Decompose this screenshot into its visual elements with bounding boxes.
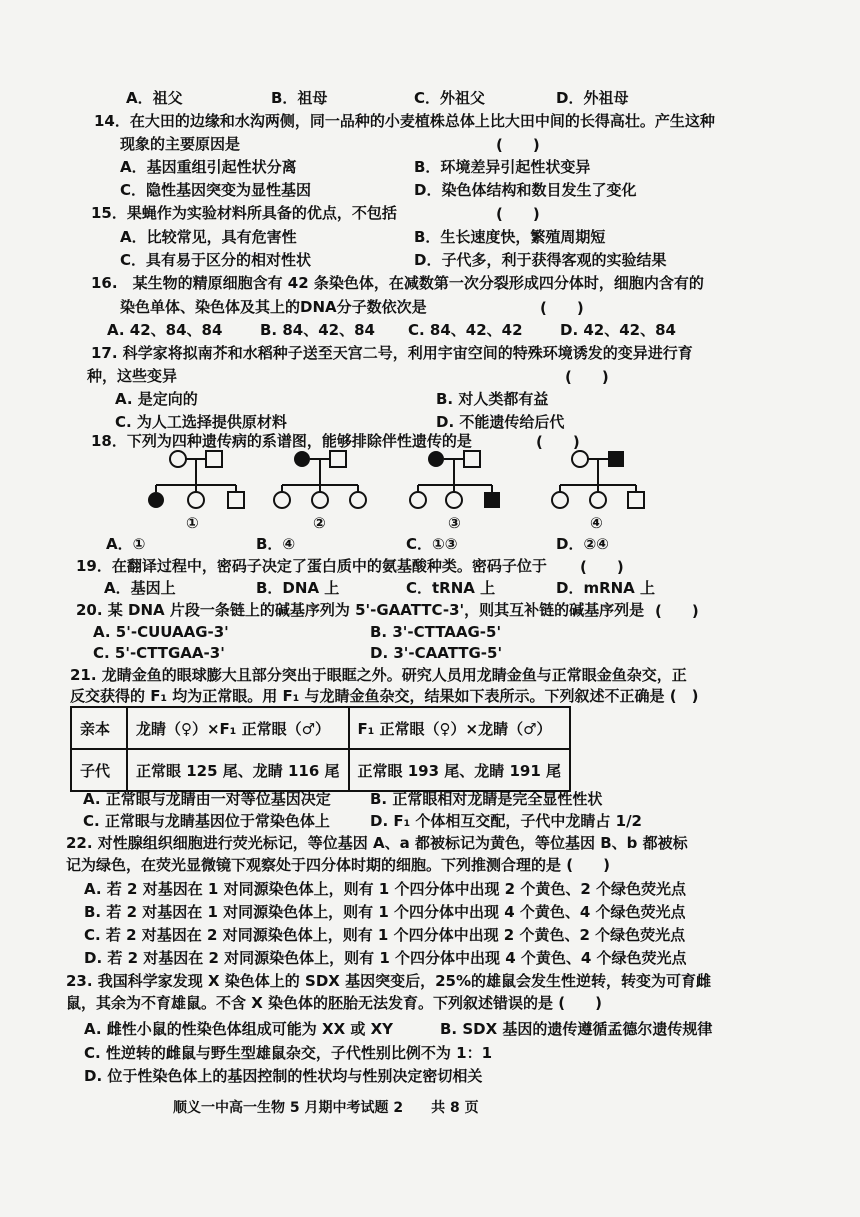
q18-answer-paren: ( ) <box>536 433 580 451</box>
table-cell: F₁ 正常眼（♀）×龙睛（♂） <box>349 707 571 749</box>
q15-answer-paren: ( ) <box>496 205 540 223</box>
q20-option-b: B. 3'-CTTAAG-5' <box>370 623 502 641</box>
q20-option-a: A. 5'-CUUAAG-3' <box>93 623 229 641</box>
q23-option-a: A. 雌性小鼠的性染色体组成可能为 XX 或 XY <box>84 1020 394 1038</box>
q15-stem: 15．果蝇作为实验材料所具备的优点，不包括 <box>91 204 397 222</box>
table-row <box>71 707 570 749</box>
q15-option-d: D．子代多，利于获得客观的实验结果 <box>414 251 667 269</box>
table-cell: 龙睛（♀）×F₁ 正常眼（♂） <box>127 707 349 749</box>
q22-option-a: A. 若 2 对基因在 1 对同源染色体上，则有 1 个四分体中出现 2 个黄色、2 个绿色荧光点 <box>84 880 686 898</box>
pedigree-label-4: ④ <box>590 514 603 532</box>
q19-option-b: B．DNA 上 <box>256 579 340 597</box>
table-cell: 子代 <box>71 749 127 791</box>
q16-option-d: D. 42、42、84 <box>560 321 676 339</box>
q13-option-c: C．外祖父 <box>414 89 486 107</box>
q23-stem-line1: 23. 我国科学家发现 X 染色体上的 SDX 基因突变后，25%的雄鼠会发生性逆转，转变为可育雌 <box>66 972 711 990</box>
q18-option-d: D．②④ <box>556 535 609 553</box>
pedigree-label-1: ① <box>186 514 199 532</box>
q22-stem-line1: 22. 对性腺组织细胞进行荧光标记，等位基因 A、a 都被标记为黄色，等位基因 B、b 都被标 <box>66 834 688 852</box>
q22-option-b: B. 若 2 对基因在 1 对同源染色体上，则有 1 个四分体中出现 4 个黄色、4 个绿色荧光点 <box>84 903 686 921</box>
q19-option-c: C．tRNA 上 <box>406 579 496 597</box>
pedigree-2 <box>272 447 382 511</box>
q18-option-b: B．④ <box>256 535 296 553</box>
pedigree-4 <box>548 447 658 511</box>
q16-option-a: A. 42、84、84 <box>107 321 223 339</box>
pedigree-label-3: ③ <box>448 514 461 532</box>
table-cell: 正常眼 193 尾、龙睛 191 尾 <box>349 749 571 791</box>
q23-option-b: B. SDX 基因的遗传遵循孟德尔遗传规律 <box>440 1020 713 1038</box>
q14-option-d: D．染色体结构和数目发生了变化 <box>414 181 637 199</box>
q18-option-c: C．①③ <box>406 535 458 553</box>
q21-option-c: C. 正常眼与龙睛基因位于常染色体上 <box>83 812 330 830</box>
q16-option-b: B. 84、42、84 <box>260 321 375 339</box>
q18-option-a: A．① <box>106 535 146 553</box>
pedigree-label-2: ② <box>313 514 326 532</box>
q16-answer-paren: ( ) <box>540 299 584 317</box>
q22-option-c: C. 若 2 对基因在 2 对同源染色体上，则有 1 个四分体中出现 2 个黄色、2 个绿色荧光点 <box>84 926 686 944</box>
pedigree-3 <box>404 447 514 511</box>
q17-option-b: B. 对人类都有益 <box>436 390 549 408</box>
q16-option-c: C. 84、42、42 <box>408 321 523 339</box>
q17-stem-line2: 种，这些变异 <box>87 367 178 385</box>
q19-option-a: A．基因上 <box>104 579 176 597</box>
q23-stem-line2: 鼠，其余为不育雄鼠。不含 X 染色体的胚胎无法发育。下列叙述错误的是 ( ) <box>66 994 602 1012</box>
q14-option-a: A．基因重组引起性状分离 <box>120 158 297 176</box>
q21-option-b: B. 正常眼相对龙睛是完全显性性状 <box>370 790 603 808</box>
q19-stem: 19．在翻译过程中，密码子决定了蛋白质中的氨基酸种类。密码子位于 <box>76 557 547 575</box>
q14-answer-paren: ( ) <box>496 136 540 154</box>
q16-stem-line2: 染色单体、染色体及其上的DNA分子数依次是 <box>120 298 427 316</box>
q21-option-d: D. F₁ 个体相互交配，子代中龙睛占 1/2 <box>370 812 642 830</box>
q20-answer-paren: ( ) <box>655 602 699 620</box>
q15-option-c: C．具有易于区分的相对性状 <box>120 251 312 269</box>
page-footer: 顺义一中高一生物 5 月期中考试题 2 共 8 页 <box>173 1100 479 1116</box>
q17-stem-line1: 17. 科学家将拟南芥和水稻种子送至天宫二号，利用宇宙空间的特殊环境诱发的变异进行育 <box>91 344 693 362</box>
q23-option-d: D. 位于性染色体上的基因控制的性状均与性别决定密切相关 <box>84 1067 483 1085</box>
cross-results-table <box>70 706 571 792</box>
table-cell: 亲本 <box>71 707 127 749</box>
pedigree-1 <box>140 447 250 511</box>
q13-option-a: A．祖父 <box>126 89 183 107</box>
q20-option-d: D. 3'-CAATTG-5' <box>370 644 503 662</box>
q17-option-c: C. 为人工选择提供原材料 <box>115 413 287 431</box>
q19-answer-paren: ( ) <box>580 558 624 576</box>
q21-option-a: A. 正常眼与龙睛由一对等位基因决定 <box>83 790 331 808</box>
q16-stem-line1: 16. 某生物的精原细胞含有 42 条染色体，在减数第一次分裂形成四分体时，细胞内含有的 <box>91 274 704 292</box>
q21-stem-line2: 反交获得的 F₁ 均为正常眼。用 F₁ 与龙睛金鱼杂交，结果如下表所示。下列叙述不正确是 ( ) <box>70 687 699 705</box>
q19-option-d: D．mRNA 上 <box>556 579 656 597</box>
table-cell: 正常眼 125 尾、龙睛 116 尾 <box>127 749 349 791</box>
q14-option-b: B．环境差异引起性状变异 <box>414 158 591 176</box>
q14-option-c: C．隐性基因突变为显性基因 <box>120 181 312 199</box>
q18-stem: 18．下列为四种遗传病的系谱图，能够排除伴性遗传的是 <box>91 432 472 450</box>
q23-option-c: C. 性逆转的雌鼠与野生型雄鼠杂交，子代性别比例不为 1：1 <box>84 1044 493 1062</box>
q17-option-d: D. 不能遗传给后代 <box>436 413 565 431</box>
q20-option-c: C. 5'-CTTGAA-3' <box>93 644 225 662</box>
table-row <box>71 749 570 791</box>
q15-option-a: A．比较常见，具有危害性 <box>120 228 297 246</box>
q21-stem-line1: 21. 龙睛金鱼的眼球膨大且部分突出于眼眶之外。研究人员用龙睛金鱼与正常眼金鱼杂交，正 <box>70 666 687 684</box>
q13-option-d: D．外祖母 <box>556 89 629 107</box>
q13-option-b: B．祖母 <box>271 89 328 107</box>
q22-option-d: D. 若 2 对基因在 2 对同源染色体上，则有 1 个四分体中出现 4 个黄色、4 个绿色荧光点 <box>84 949 687 967</box>
q15-option-b: B．生长速度快，繁殖周期短 <box>414 228 606 246</box>
q14-stem-line2: 现象的主要原因是 <box>120 135 241 153</box>
q17-option-a: A. 是定向的 <box>115 390 198 408</box>
q17-answer-paren: ( ) <box>565 368 609 386</box>
q22-stem-line2: 记为绿色，在荧光显微镜下观察处于四分体时期的细胞。下列推测合理的是 ( ) <box>66 856 610 874</box>
q14-stem-line1: 14．在大田的边缘和水沟两侧，同一品种的小麦植株总体上比大田中间的长得高壮。产生这种 <box>94 112 715 130</box>
q20-stem: 20. 某 DNA 片段一条链上的碱基序列为 5'-GAATTC-3'，则其互补链的碱基序列是 <box>76 601 645 619</box>
